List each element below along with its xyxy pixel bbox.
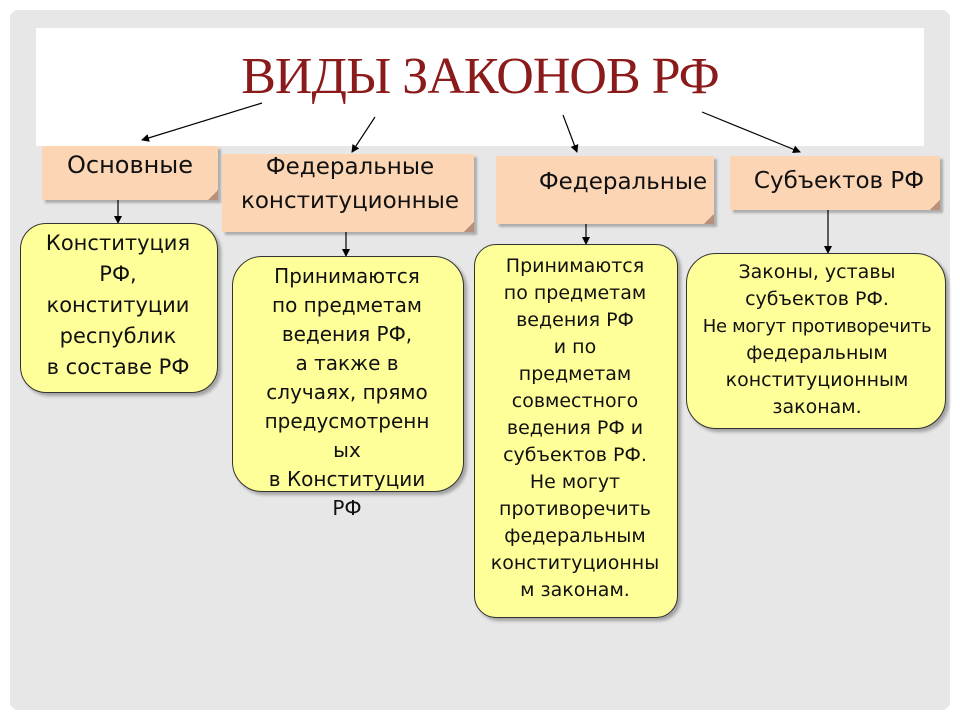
arrow-title-to-fkz xyxy=(352,117,375,152)
header-federal-constitutional-label: Федеральные конституционные xyxy=(240,154,460,214)
header-federalnye-label: Федеральные xyxy=(538,169,708,195)
page-title: ВИДЫ ЗАКОНОВ РФ xyxy=(241,48,719,105)
content-box-osnovnye-text: Конституция РФ, конституции республик в составе РФ xyxy=(45,231,191,379)
arrow-title-to-subjects xyxy=(702,112,800,152)
content-box-federalnye-text: Принимаются по предметам ведения РФ и по предметам совместного ведения РФ и субъектов РФ. Не могут противоречить федеральным конституционны м законам. xyxy=(490,255,660,601)
header-subjects-label: Субъектов РФ xyxy=(753,168,925,194)
content-box-federal-constitutional-text: Принимаются по предметам ведения РФ, а также в случаях, прямо предусмотренн ых в Конституции РФ xyxy=(264,264,430,520)
arrow-title-to-federalnye xyxy=(563,115,577,152)
content-box-subjects-text: Законы, уставы субъектов РФ. Не могут противоречить федеральным конституционным законам. xyxy=(702,261,932,418)
arrow-title-to-osnovnye xyxy=(142,103,262,140)
header-osnovnye-label: Основные xyxy=(66,151,193,179)
